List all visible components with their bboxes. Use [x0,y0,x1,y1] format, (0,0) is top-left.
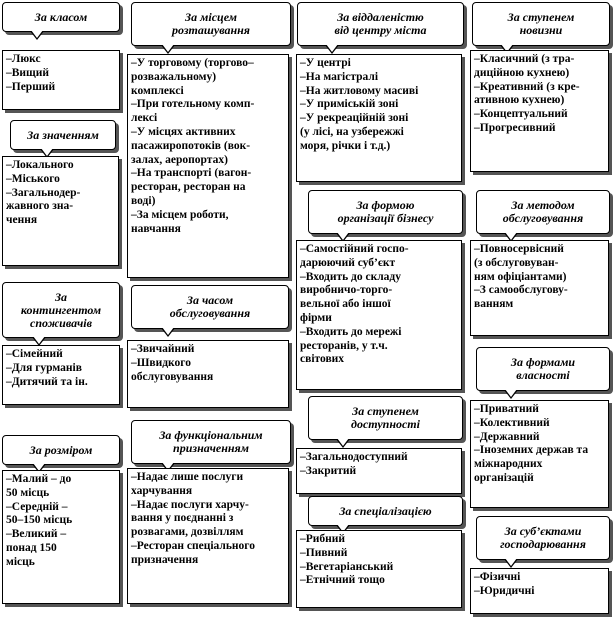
category-item: –На транспорті (вагон- ресторан, ресторан на воді) [131,167,252,207]
category-items-box [296,240,462,390]
category-item: –Концептуальний [474,108,568,121]
category-header-label: За класом [34,9,88,24]
category-header [308,396,463,440]
category-header [2,282,120,338]
category-header [2,2,120,32]
callout-pointer [504,390,518,399]
category-item: –Для гурманів [6,361,82,374]
category-item: –Дитячий та ін. [6,375,88,388]
category-header-label: За спеціалізацією [339,503,432,518]
category-header-label: За формами власності [510,355,576,382]
category-items-box [2,345,120,405]
category-items-box [296,530,462,608]
category-item: –Самостійний госпо- дарюючий суб’єкт [300,243,409,269]
callout-pointer [325,45,339,54]
category-item: –Входить до мережі ресторанів, у т.ч. світових [300,325,402,366]
category-header [2,435,120,465]
category-item: –Юридичні [474,584,535,597]
category-item: –Вегетаріанський [300,560,394,573]
category-item: –Надає послуги харчу- вання у поєднанні з розвагами, дозвіллям [131,498,249,539]
category-item: –Державний [474,430,540,443]
category-item: –Іноземних держав та міжнародних організацій [474,444,589,484]
category-header-label: За ступенем доступності [351,404,420,431]
category-item: –За місцем роботи, навчання [131,208,229,235]
category-items-box [470,50,609,172]
category-item: –Прогресивний [474,121,556,134]
category-header [10,120,116,150]
category-item: –Входить до складу виробничо-торго- вельної або іншої фірми [300,270,401,324]
category-item: –Перший [6,80,56,93]
category-item: –У місцях активних пасажиропотоків (вок- залах, аеропортах) [131,125,251,166]
category-item: –Класичний (з тра- диційною кухнею) [474,53,575,79]
category-item: –Етнічний тощо [300,574,385,587]
category-items-box [296,54,462,182]
category-item: –Середній – 50–150 місць [6,500,73,527]
category-item: –Загальнодер- жавного зна- чення [6,186,81,227]
category-item: –На магістралі [300,70,379,83]
category-item: –Локального [6,159,74,171]
category-item: –Колективний [474,416,550,429]
category-header-label: За розміром [29,442,93,457]
category-item: –Ресторан спеціального призначення [131,539,255,566]
category-item: –Малий – до 50 місць [6,473,72,499]
category-header-label: За формою організації бізнесу [337,198,434,225]
category-items-box [470,400,609,508]
category-header [131,2,291,46]
category-items-box [470,240,609,336]
category-item: –У приміській зоні [300,98,399,111]
category-item: –Повносервісний (з обслуговуван- ням офіціантами) [474,243,567,283]
category-item: –Загальнодоступний [300,451,408,463]
category-header-label: За значенням [27,127,99,142]
category-header [476,190,610,234]
category-header [297,2,464,46]
category-item: –Сімейний [6,348,63,360]
category-items-box [296,448,462,494]
category-header [308,190,463,234]
category-items-box [127,468,289,604]
callout-pointer [161,45,175,54]
category-item: –На житловому масиві [300,84,419,97]
category-item: –Креативний (з кре- ативною кухнею) [474,80,580,107]
category-header [476,347,610,391]
category-header-label: За місцем розташування [172,10,250,37]
callout-pointer [30,31,44,40]
category-header-label: За функціональним призначенням [159,428,263,455]
category-header [131,285,289,329]
category-item: –Пивний [300,546,348,559]
category-items-box [2,50,120,110]
category-item: –Міського [6,172,60,185]
category-item: –Приватний [474,403,539,415]
category-header-label: За контингентом споживачів [20,289,102,330]
category-items-box [2,470,120,604]
category-header-label: За віддаленістю від центру міста [334,10,427,37]
category-item: –У центрі [300,57,351,69]
category-items-box [127,54,289,278]
category-item: –Надає лише послуги харчування [131,471,244,497]
category-item: –Люкс [6,53,41,65]
category-header-label: За суб’єктами господарювання [500,524,586,551]
category-item: –Звичайний [131,343,195,355]
category-header [308,496,463,526]
category-item: –При готельному комп- лексі [131,98,255,125]
category-item: –З самообслугову- ванням [474,284,568,311]
category-header-label: За методом обслуговування [502,198,584,225]
category-header [472,2,610,46]
callout-pointer [504,559,518,568]
category-item: –Закритий [300,464,357,477]
category-items-box [127,340,289,408]
category-item: –Швидкого обслуговування [131,356,214,383]
category-items-box [470,568,609,614]
category-items-box [2,156,119,266]
category-item: –Великий – понад 150 місць [6,528,67,568]
callout-pointer [161,328,175,337]
callout-pointer [336,439,350,448]
category-item: –У торговому (торгово– розважальному) комплексі [131,57,254,97]
category-header [131,420,291,464]
category-item: –Вищий [6,66,50,79]
category-header [476,516,610,560]
category-item: –Фізичні [474,571,521,583]
category-header-label: За ступенем новизни [507,10,575,37]
category-item: –Рибний [300,533,346,545]
category-item: –У рекреаційній зоні (у лісі, на узбережжі моря, річки і т.д.) [300,112,409,152]
category-header-label: За часом обслуговування [169,293,251,320]
